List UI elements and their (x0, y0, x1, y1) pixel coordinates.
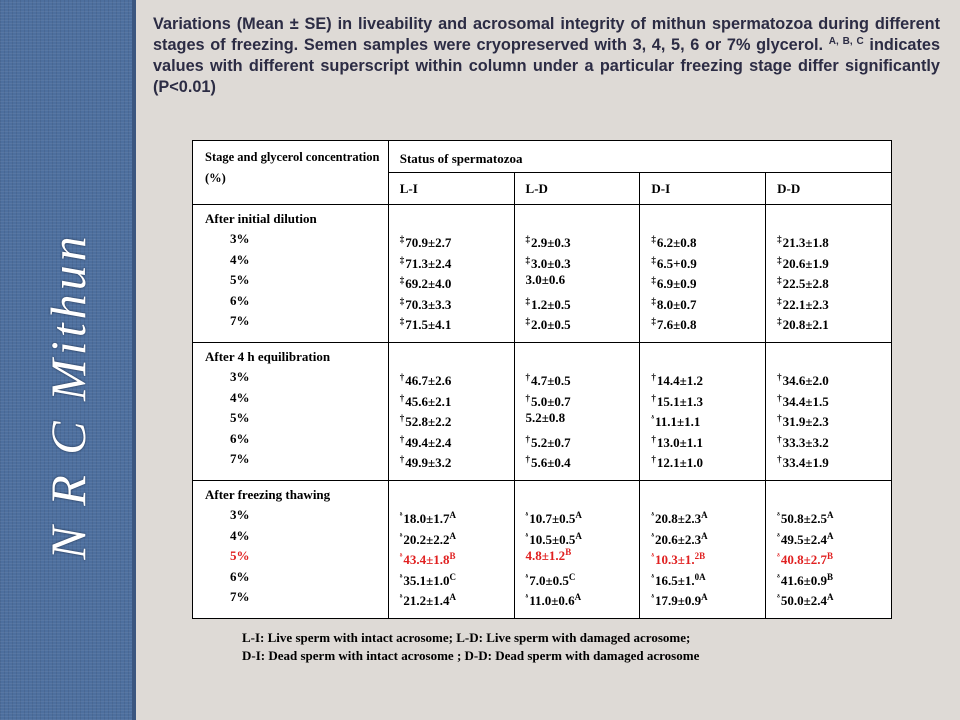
value-text: 6.5+0.9 (656, 255, 697, 271)
value-entry (400, 270, 514, 291)
value-text: 49.4±2.4 (405, 434, 452, 450)
marker-symbol: ᵟ (399, 592, 403, 603)
marker-symbol: † (777, 413, 782, 424)
value-entry (651, 388, 765, 409)
marker-symbol: ᵟ (777, 592, 780, 603)
footnote-line-2: D-I: Dead sperm with intact acrosome ; D-D: Dead sperm with damaged acrosome (242, 648, 700, 663)
marker-symbol: ‡ (777, 275, 782, 286)
value-entry (400, 449, 514, 470)
stage-label-cell (193, 342, 389, 480)
value-entry (651, 429, 765, 450)
value-text: 3.0±0.6 (525, 272, 566, 288)
marker-symbol: † (399, 392, 405, 403)
value-column-cell (766, 342, 892, 480)
glycerol-concentration: 6% (230, 568, 250, 584)
marker-symbol: † (525, 392, 531, 403)
marker-symbol: ‡ (651, 234, 656, 244)
value-text: 31.9±2.3 (782, 414, 829, 430)
value-entry (400, 408, 514, 429)
value-entry (526, 429, 640, 450)
value-entry (777, 567, 891, 588)
value-text: 70.9±2.7 (405, 235, 452, 250)
value-text: 43.4±1.8 (403, 552, 450, 568)
value-text: 71.5±4.1 (405, 317, 452, 333)
caption-text-b: indicates values with different superscript within column under a particular freezing stage differ significantly (P<0.01) (153, 36, 940, 96)
header-row (193, 141, 892, 173)
value-text: 5.2±0.7 (531, 434, 571, 450)
marker-symbol: ᵟ (525, 592, 529, 603)
marker-symbol: ‡ (525, 254, 531, 265)
value-text: 6.9±0.9 (656, 276, 697, 292)
value-entry (526, 229, 640, 250)
value-column-cell (388, 480, 514, 618)
glycerol-concentration: 3% (230, 368, 250, 384)
value-entry (651, 408, 765, 429)
slide-caption (153, 14, 940, 98)
sidebar-title: N R C Mithun (40, 232, 96, 560)
value-text: 3.0±0.3 (531, 255, 571, 271)
marker-symbol: † (399, 413, 405, 424)
value-text: 14.4±1.2 (656, 372, 703, 388)
value-entry (400, 546, 514, 567)
value-entry (651, 291, 765, 312)
value-entry (777, 311, 891, 332)
marker-symbol: ‡ (399, 254, 405, 265)
value-entry (777, 367, 891, 388)
stage-title: After 4 h equilibration (205, 348, 331, 364)
value-column-cell (514, 480, 640, 618)
marker-symbol: ‡ (777, 316, 782, 327)
footnote-line-1: L-I: Live sperm with intact acrosome; L-D: Live sperm with damaged acrosome; (242, 630, 691, 645)
value-text: 5.2±0.8 (525, 410, 566, 426)
marker-symbol: ‡ (399, 295, 405, 306)
value-text: 5.0±0.7 (531, 393, 571, 409)
significance-superscript: B (449, 551, 456, 562)
marker-symbol: † (399, 371, 405, 382)
significance-superscript: A (826, 530, 834, 541)
marker-symbol: † (525, 433, 531, 444)
significance-superscript: 2B (694, 551, 706, 562)
value-text: 70.3±3.3 (405, 296, 452, 312)
value-entry (777, 250, 891, 271)
value-entry (400, 526, 514, 547)
value-entry (526, 526, 640, 547)
value-entry (651, 229, 765, 250)
glycerol-concentration: 5% (230, 410, 250, 426)
marker-symbol: † (651, 454, 656, 465)
value-entry (400, 505, 514, 526)
header-status: Status of spermatozoa (388, 141, 891, 173)
value-column-cell (388, 342, 514, 480)
value-entry (777, 270, 891, 291)
value-entry (526, 291, 640, 312)
marker-symbol: † (399, 433, 405, 444)
value-text: 34.6±2.0 (782, 372, 829, 388)
caption-superscripts: A, B, C (828, 36, 864, 47)
value-entry (526, 388, 640, 409)
marker-symbol: ‡ (399, 275, 405, 286)
marker-symbol: † (525, 371, 531, 382)
value-text: 15.1±1.3 (656, 393, 703, 409)
marker-symbol: ᵟ (525, 571, 529, 582)
sidebar-banner (0, 0, 136, 720)
footnote (242, 629, 882, 665)
glycerol-concentration: 4% (230, 251, 250, 267)
value-text: 11.0±0.6 (529, 593, 575, 609)
marker-symbol: ᵟ (651, 592, 655, 603)
value-text: 22.1±2.3 (782, 296, 829, 312)
significance-superscript: A (449, 509, 457, 520)
value-column-cell (766, 480, 892, 618)
value-column-cell (514, 342, 640, 480)
marker-symbol: ᵟ (777, 530, 780, 541)
marker-symbol: † (525, 454, 531, 465)
value-text: 5.6±0.4 (531, 455, 571, 471)
glycerol-concentration: 3% (230, 506, 250, 522)
value-text: 20.8±2.3 (655, 510, 702, 526)
value-text: 7.6±0.8 (656, 317, 697, 333)
caption-text-a: Variations (Mean ± SE) in liveability and acrosomal integrity of mithun spermatozoa during different stages of freezing. Semen samples were cryopreserved with 3, 4, 5, 6 or 7% glycerol. (153, 15, 940, 54)
col-header-di: D-I (640, 173, 766, 205)
value-text: 69.2±4.0 (405, 276, 452, 292)
value-entry (777, 449, 891, 470)
value-text: 4.7±0.5 (531, 372, 571, 388)
marker-symbol: ‡ (777, 295, 782, 306)
marker-symbol: ᵟ (777, 509, 780, 520)
marker-symbol: ‡ (777, 234, 782, 244)
value-entry (651, 546, 765, 567)
value-text: 52.8±2.2 (405, 414, 452, 430)
marker-symbol: ᵟ (777, 571, 780, 582)
value-text: 6.2±0.8 (656, 235, 697, 250)
value-entry (651, 250, 765, 271)
value-entry (777, 587, 891, 608)
marker-symbol: † (651, 392, 656, 403)
value-entry (651, 449, 765, 470)
marker-symbol: ‡ (525, 316, 531, 327)
significance-superscript: A (701, 530, 708, 541)
value-entry (526, 449, 640, 470)
marker-symbol: † (777, 454, 782, 465)
value-text: 34.4±1.5 (782, 393, 829, 409)
value-column-cell (514, 205, 640, 343)
significance-superscript: A (826, 509, 834, 520)
significance-superscript: A (449, 530, 457, 541)
marker-symbol: ᵟ (399, 551, 403, 562)
value-entry (400, 587, 514, 608)
value-text: 10.3±1. (655, 552, 695, 568)
value-text: 33.3±3.2 (782, 434, 829, 450)
value-text: 50.8±2.5 (780, 510, 827, 526)
value-entry (651, 311, 765, 332)
marker-symbol: ᵟ (525, 509, 529, 520)
value-entry (526, 546, 640, 567)
significance-superscript: C (568, 571, 576, 582)
value-entry (777, 388, 891, 409)
col-header-li: L-I (388, 173, 514, 205)
glycerol-concentration: 6% (230, 292, 250, 308)
value-column-cell (640, 480, 766, 618)
marker-symbol: ᵟ (651, 413, 655, 424)
value-text: 41.6±0.9 (780, 572, 827, 588)
value-entry (526, 270, 640, 291)
marker-symbol: ᵟ (651, 571, 655, 582)
value-entry (400, 250, 514, 271)
value-column-cell (388, 205, 514, 343)
marker-symbol: † (651, 371, 656, 382)
value-text: 1.2±0.5 (531, 296, 571, 312)
value-text: 18.0±1.7 (403, 510, 450, 526)
significance-superscript: B (565, 547, 572, 558)
marker-symbol: ‡ (399, 234, 405, 244)
value-column-cell (766, 205, 892, 343)
marker-symbol: † (399, 454, 405, 465)
value-text: 11.1±1.1 (655, 414, 701, 430)
glycerol-concentration: 3% (230, 231, 250, 246)
value-entry (777, 229, 891, 250)
header-stage: Stage and glycerol concentration (%) (193, 141, 389, 205)
value-entry (777, 429, 891, 450)
significance-superscript: C (449, 571, 457, 582)
value-text: 35.1±1.0 (403, 572, 450, 588)
value-column-cell (640, 342, 766, 480)
marker-symbol: ᵟ (777, 551, 780, 562)
value-entry (526, 567, 640, 588)
stage-title: After freezing thawing (205, 486, 331, 502)
marker-symbol: ‡ (525, 295, 531, 306)
value-text: 7.0±0.5 (529, 572, 569, 588)
glycerol-concentration: 7% (230, 313, 250, 329)
value-entry (400, 229, 514, 250)
value-entry (651, 367, 765, 388)
value-text: 13.0±1.1 (656, 434, 703, 450)
significance-superscript: A (701, 592, 708, 603)
value-text: 49.5±2.4 (780, 531, 827, 547)
marker-symbol: ‡ (651, 295, 656, 306)
value-text: 46.7±2.6 (405, 372, 452, 388)
marker-symbol: † (777, 371, 782, 382)
value-entry (526, 367, 640, 388)
glycerol-concentration: 7% (230, 451, 250, 467)
value-text: 40.8±2.7 (780, 552, 827, 568)
value-entry (400, 429, 514, 450)
marker-symbol: ‡ (525, 234, 531, 244)
value-entry (526, 587, 640, 608)
value-entry (400, 567, 514, 588)
value-text: 20.6±1.9 (782, 255, 829, 271)
stage-row (193, 205, 892, 343)
significance-superscript: A (826, 592, 834, 603)
value-text: 4.8±1.2 (525, 548, 566, 564)
value-text: 10.7±0.5 (529, 510, 576, 526)
value-text: 10.5±0.5 (529, 531, 576, 547)
value-column-cell (640, 205, 766, 343)
value-text: 33.4±1.9 (782, 455, 829, 471)
significance-superscript: A (701, 509, 708, 520)
stage-title: After initial dilution (205, 211, 317, 226)
marker-symbol: ᵟ (651, 509, 655, 520)
stage-label-cell (193, 205, 389, 343)
col-header-dd: D-D (766, 173, 892, 205)
value-text: 2.0±0.5 (531, 317, 571, 333)
stage-row (193, 480, 892, 618)
marker-symbol: ‡ (651, 275, 656, 286)
value-entry (777, 526, 891, 547)
value-text: 21.2±1.4 (403, 593, 450, 609)
value-entry (651, 587, 765, 608)
stage-rows (193, 205, 892, 619)
significance-superscript: A (575, 530, 582, 541)
value-entry (400, 291, 514, 312)
marker-symbol: † (777, 392, 782, 403)
value-entry (526, 311, 640, 332)
stage-row (193, 342, 892, 480)
value-entry (777, 505, 891, 526)
value-entry (777, 408, 891, 429)
marker-symbol: ‡ (651, 254, 656, 265)
glycerol-concentration: 5% (230, 272, 250, 288)
marker-symbol: ᵟ (525, 530, 529, 541)
value-entry (400, 367, 514, 388)
glycerol-concentration: 4% (230, 527, 250, 543)
value-entry (526, 250, 640, 271)
marker-symbol: † (777, 433, 782, 444)
value-entry (777, 546, 891, 567)
value-entry (400, 311, 514, 332)
significance-superscript: B (826, 551, 833, 562)
value-text: 17.9±0.9 (655, 593, 702, 609)
glycerol-concentration: 4% (230, 389, 250, 405)
value-text: 2.9±0.3 (531, 235, 571, 250)
marker-symbol: ᵟ (399, 530, 403, 541)
marker-symbol: ᵟ (399, 509, 403, 520)
value-text: 20.6±2.3 (655, 531, 702, 547)
value-text: 71.3±2.4 (405, 255, 452, 271)
marker-symbol: ᵟ (399, 571, 403, 582)
marker-symbol: † (651, 433, 656, 444)
marker-symbol: ‡ (399, 316, 405, 327)
value-text: 49.9±3.2 (405, 455, 452, 471)
significance-superscript: B (826, 571, 833, 582)
significance-superscript: A (449, 592, 457, 603)
value-text: 20.8±2.1 (782, 317, 829, 333)
marker-symbol: ᵟ (651, 530, 655, 541)
value-entry (651, 270, 765, 291)
value-text: 50.0±2.4 (780, 593, 827, 609)
value-entry (526, 505, 640, 526)
value-entry (651, 567, 765, 588)
col-header-ld: L-D (514, 173, 640, 205)
glycerol-concentration: 6% (230, 430, 250, 446)
significance-superscript: A (575, 509, 582, 520)
value-entry (651, 505, 765, 526)
significance-superscript: 0A (694, 571, 706, 582)
value-text: 16.5±1. (655, 572, 695, 588)
value-text: 22.5±2.8 (782, 276, 829, 292)
value-text: 21.3±1.8 (782, 235, 829, 250)
marker-symbol: ᵟ (651, 551, 655, 562)
spermatozoa-table (192, 140, 892, 619)
marker-symbol: ‡ (651, 316, 656, 327)
marker-symbol: ‡ (777, 254, 782, 265)
value-text: 8.0±0.7 (656, 296, 697, 312)
value-entry (651, 526, 765, 547)
significance-superscript: A (574, 592, 582, 603)
value-text: 20.2±2.2 (403, 531, 450, 547)
value-entry (526, 408, 640, 429)
stage-label-cell (193, 480, 389, 618)
value-entry (400, 388, 514, 409)
value-text: 45.6±2.1 (405, 393, 452, 409)
glycerol-concentration: 7% (230, 589, 250, 605)
value-entry (777, 291, 891, 312)
value-text: 12.1±1.0 (656, 455, 703, 471)
glycerol-concentration: 5% (230, 548, 250, 564)
